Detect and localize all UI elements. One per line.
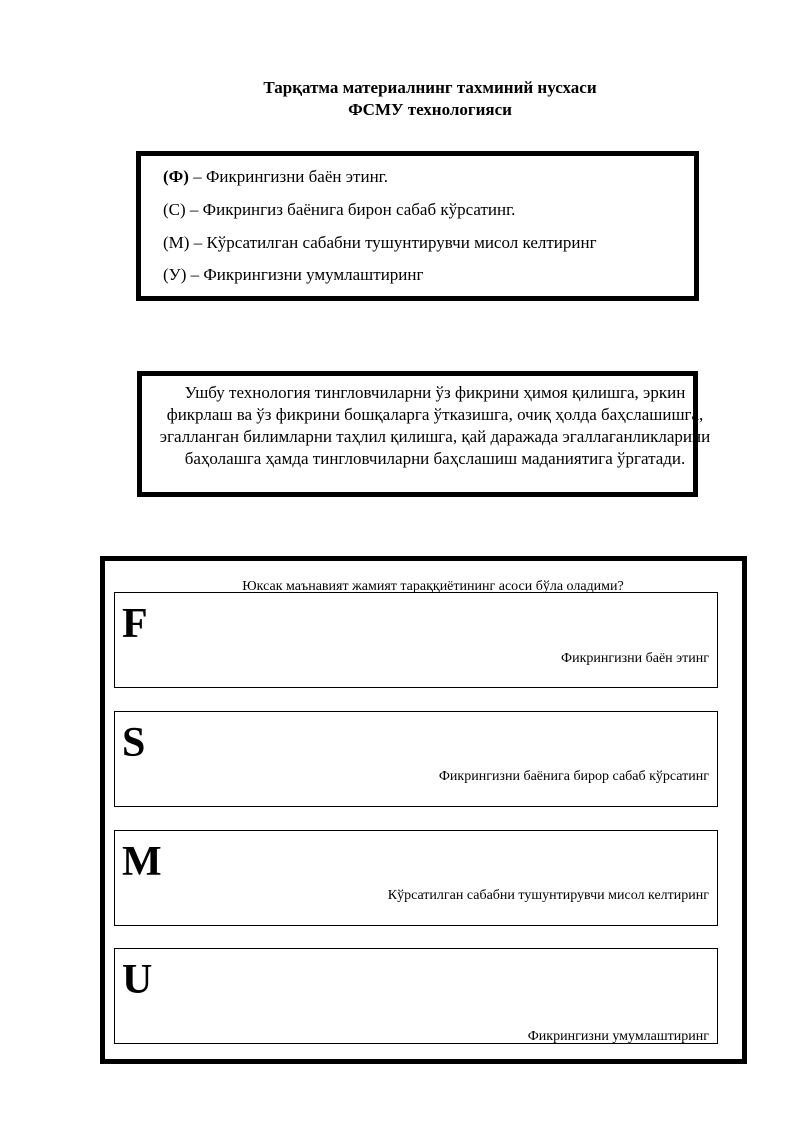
- panel-letter: U: [122, 957, 153, 1003]
- description-box: [137, 371, 711, 497]
- definition-f-code: (Ф): [163, 167, 189, 186]
- definition-m: (М) – Кўрсатилган сабабни тушунтирувчи мисол келтиринг: [163, 233, 597, 252]
- worksheet-question: Юксак маънавият жамият тараққиётининг асоси бўла оладими?: [242, 579, 624, 594]
- panel-letter: M: [122, 839, 162, 885]
- panel-caption: Фикрингизни баён этинг: [561, 651, 709, 666]
- panel-caption: Кўрсатилган сабабни тушунтирувчи мисол келтиринг: [387, 888, 709, 903]
- document-title: Тарқатма материалнинг тахминий нусхаси: [263, 78, 597, 97]
- worksheet-frame: [100, 556, 747, 1064]
- definition-f-text: – Фикрингизни баён этинг.: [188, 167, 388, 186]
- panel-caption: Фикрингизни умумлаштиринг: [527, 1029, 709, 1044]
- panel-s: [114, 711, 718, 807]
- panel-letter: F: [122, 601, 148, 647]
- panel-letter: S: [122, 720, 146, 766]
- definition-f: [163, 166, 388, 188]
- panel-f: [114, 592, 718, 688]
- description-text: Ушбу технология тингловчиларни ўз фикрини ҳимоя қилишга, эркин фикрлаш ва ўз фикрини бошқаларга ўтказишга, очиқ ҳолда баҳслашишга, эгалланган билимларни таҳлил қилишга, қай даражада эгаллаганликларини баҳолашга ҳамда тингловчиларни баҳслашиш маданиятига ўргатади.: [159, 383, 711, 468]
- definitions-box: [136, 151, 699, 301]
- document-subtitle: ФСМУ технологияси: [348, 100, 512, 119]
- definition-u: (У) – Фикрингизни умумлаштиринг: [163, 265, 424, 284]
- panel-caption: Фикрингизни баёнига бирор сабаб кўрсатинг: [438, 769, 709, 784]
- panel-u: [114, 948, 718, 1044]
- definition-s: (С) – Фикрингиз баёнига бирон сабаб кўрсатинг.: [163, 200, 516, 219]
- panel-m: [114, 830, 718, 926]
